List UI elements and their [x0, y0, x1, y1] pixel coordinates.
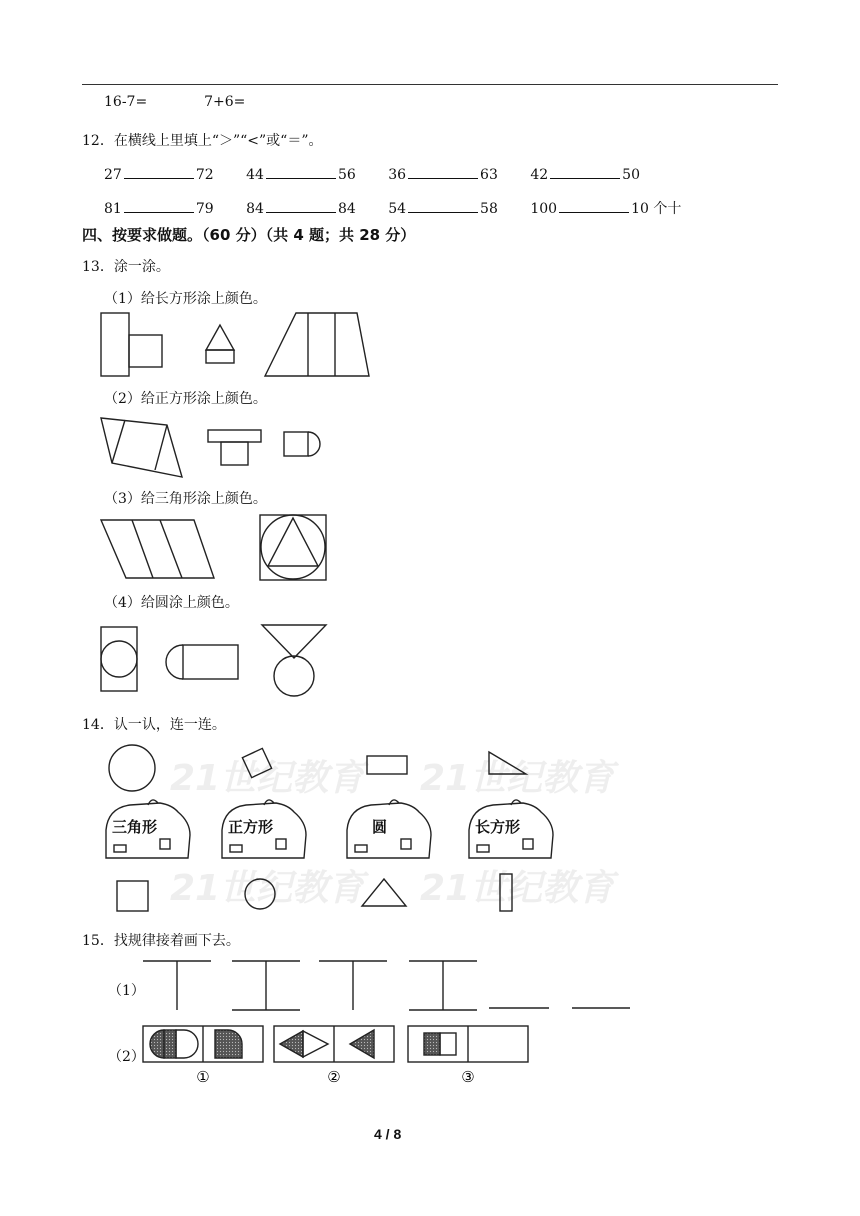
- compare-item: 100 10 个十: [530, 201, 681, 217]
- watermark: 21世纪教育: [420, 758, 615, 799]
- pattern-t-2: [319, 961, 387, 1010]
- compare-item: 44 56: [246, 167, 356, 183]
- circled-num: ①: [196, 1068, 210, 1086]
- compare-item: 81 79: [104, 201, 214, 217]
- q13-sub2: （2）给正方形涂上颜色。: [104, 391, 267, 407]
- compare-item: 27 72: [104, 167, 214, 183]
- compare-item: 54 58: [388, 201, 498, 217]
- house-label: 三角形: [112, 818, 158, 836]
- pattern-i-1: [232, 961, 300, 1010]
- section-title: 四、按要求做题。（60 分）（共 4 题；共 28 分）: [82, 226, 416, 244]
- pattern-box-2: [274, 1026, 394, 1062]
- q13-title: 13．涂一涂。: [82, 259, 170, 275]
- q14-title: 14．认一认，连一连。: [82, 717, 226, 733]
- expr-a: 16-7=: [104, 94, 148, 110]
- compare-item: 84 84: [246, 201, 356, 217]
- circled-num: ③: [461, 1068, 475, 1086]
- compare-item: 42 50: [530, 167, 640, 183]
- q15-label2: （2）: [108, 1049, 145, 1065]
- q13-sub1: （1）给长方形涂上颜色。: [104, 291, 267, 307]
- pattern-box-3: [408, 1026, 528, 1062]
- pattern-t-1: [143, 961, 211, 1010]
- pattern-box-1: [143, 1026, 263, 1062]
- circled-num: ②: [327, 1068, 341, 1086]
- compare-item: 36 63: [388, 167, 498, 183]
- q13-sub3: （3）给三角形涂上颜色。: [104, 491, 267, 507]
- q15-label1: （1）: [108, 983, 145, 999]
- q15-title: 15．找规律接着画下去。: [82, 933, 240, 949]
- q13-sub4: （4）给圆涂上颜色。: [104, 595, 239, 611]
- house-label: 正方形: [228, 818, 274, 836]
- watermark: 21世纪教育: [420, 868, 615, 909]
- house-label: 长方形: [475, 818, 521, 836]
- watermark: 21世纪教育: [170, 758, 365, 799]
- page-number: 4 / 8: [374, 1126, 402, 1142]
- watermark: 21世纪教育: [170, 868, 365, 909]
- expr-b: 7+6=: [204, 94, 246, 110]
- house-label: 圆: [372, 818, 388, 836]
- pattern-i-2: [409, 961, 477, 1010]
- q12-title: 12．在横线上里填上“＞”“<”或“＝”。: [82, 133, 323, 149]
